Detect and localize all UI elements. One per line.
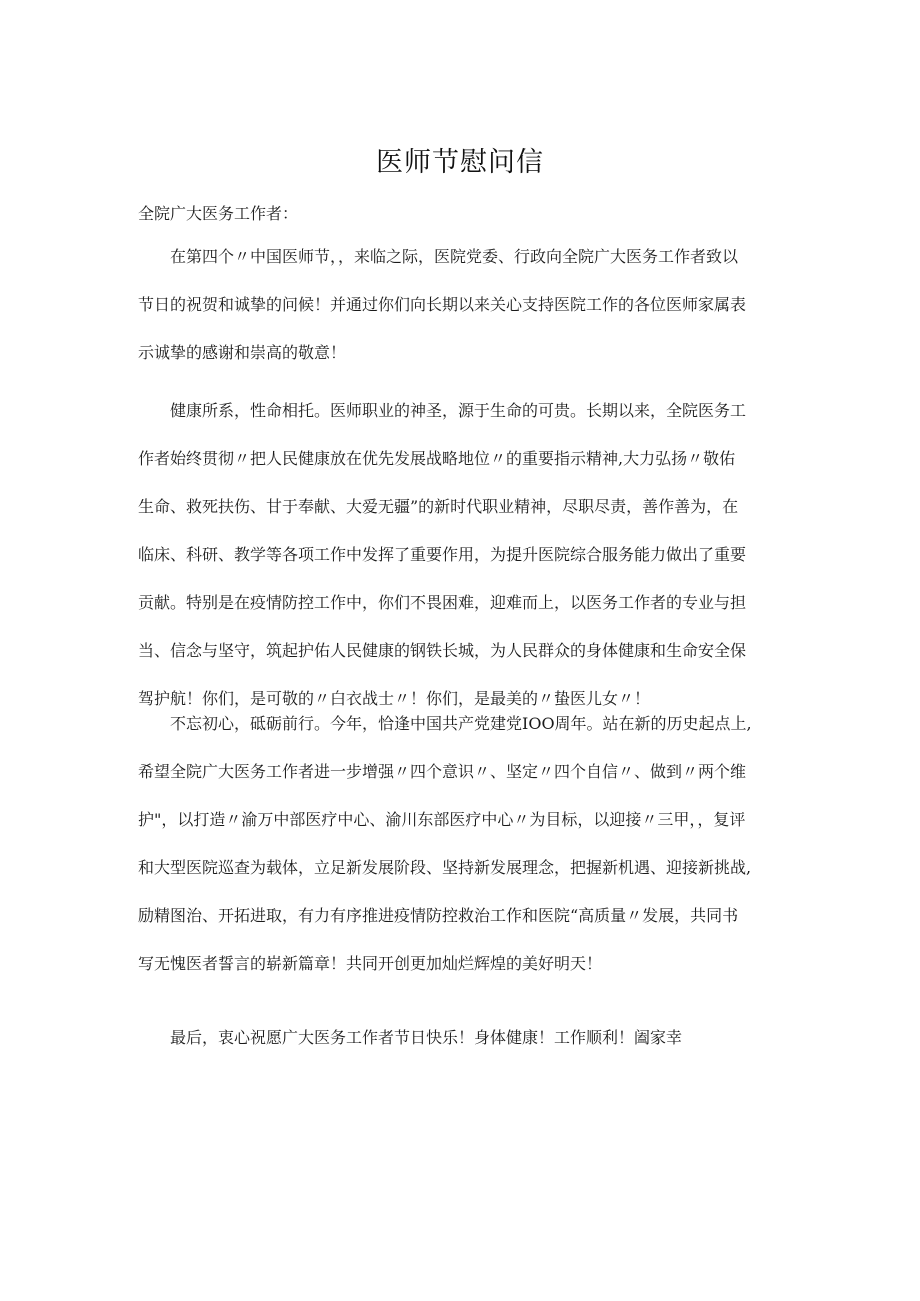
paragraph-appreciation [138,387,798,723]
paragraph-line: 不忘初心，砥砺前行。今年，恰逢中国共产党建党IOO周年。站在新的历史起点上, [170,714,752,733]
paragraph-line: 作者始终贯彻〃把人民健康放在优先发展战略地位〃的重要指示精神,大力弘扬〃敬佑 [138,449,736,468]
paragraph-line: 贡献。特别是在疫情防控工作中，你们不畏困难，迎难而上，以医务工作者的专业与担 [138,593,747,612]
paragraph-line: 生命、救死扶伤、甘于奉献、大爱无疆”的新时代职业精神，尽职尽责，善作善为，在 [138,497,739,516]
paragraph-line: 和大型医院巡查为载体，立足新发展阶段、坚持新发展理念，把握新机遇、迎接新挑战, [138,858,752,877]
paragraph-line: 写无愧医者誓言的崭新篇章！共同开创更加灿烂辉煌的美好明天！ [138,954,603,973]
paragraph-line: 励精图治、开拓进取，有力有序推进疫情防控救治工作和医院“高质量〃发展，共同书 [138,906,739,925]
paragraph-outlook [138,700,798,988]
paragraph-line: 最后，衷心祝愿广大医务工作者节日快乐！身体健康！工作顺利！阖家幸 [170,1028,683,1047]
paragraph-line: 在第四个〃中国医师节，，来临之际，医院党委、行政向全院广大医务工作者致以 [170,247,739,266]
page-title: 医师节慰问信 [376,147,544,178]
paragraph-line: 希望全院广大医务工作者进一步增强〃四个意识〃、坚定〃四个自信〃、做到〃两个维 [138,762,747,781]
paragraph-closing [138,1014,798,1062]
paragraph-line: 节日的祝贺和诚挚的问候！并通过你们向长期以来关心支持医院工作的各位医师家属表 [138,295,747,314]
salutation: 全院广大医务工作者： [138,204,299,223]
paragraph-line: 当、信念与坚守，筑起护佑人民健康的钢铁长城，为人民群众的身体健康和生命安全保 [138,641,747,660]
paragraph-line: 示诚挚的感谢和崇高的敬意！ [138,343,347,362]
paragraph-line: 驾护航！你们，是可敬的〃白衣战士〃！你们，是最美的〃蛰医儿女〃！ [138,689,651,708]
paragraph-line: 护"，以打造〃渝万中部医疗中心、渝川东部医疗中心〃为目标，以迎接〃三甲，，复评 [138,810,746,829]
paragraph-line: 临床、科研、教学等各项工作中发挥了重要作用，为提升医院综合服务能力做出了重要 [138,545,747,564]
paragraph-greeting [138,233,798,377]
paragraph-line: 健康所系，性命相托。医师职业的神圣，源于生命的可贵。长期以来，全院医务工 [170,401,747,420]
